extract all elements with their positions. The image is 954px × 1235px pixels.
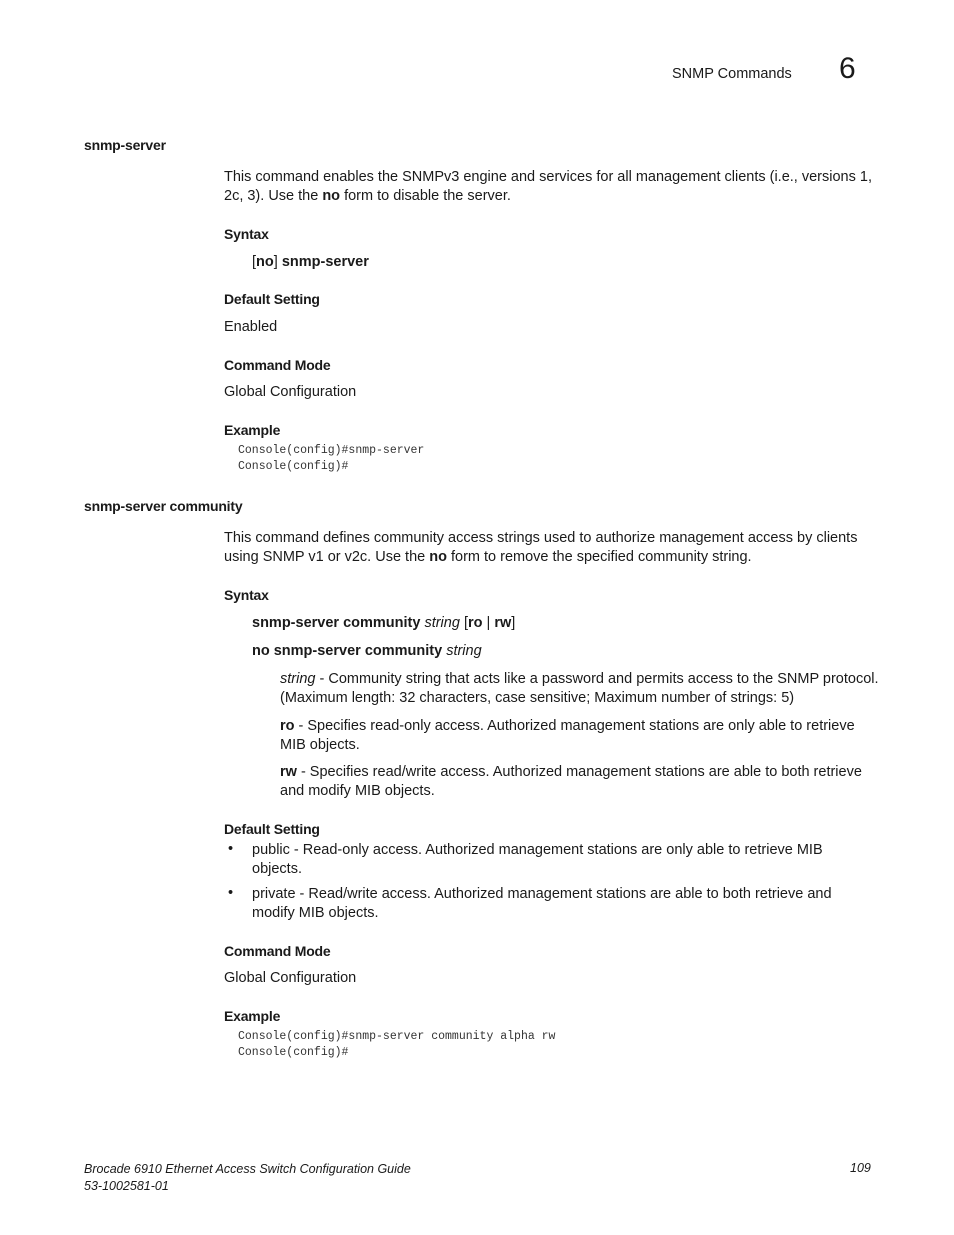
- command-mode-value: Global Configuration: [224, 970, 357, 986]
- default-setting-value: Enabled: [224, 319, 278, 335]
- command-mode-heading: Command Mode: [224, 357, 331, 373]
- example-heading: Example: [224, 1008, 281, 1024]
- footer-doc-number: 53-1002581-01: [84, 1179, 169, 1193]
- command-description: This command enables the SNMPv3 engine and services for all management clients (i.e., versions 1, 2c, 3). Use the no form to disable the server.: [224, 169, 872, 204]
- syntax-line: snmp-server community string [ro | rw]: [252, 615, 516, 631]
- example-code-line: Console(config)#: [238, 1046, 349, 1059]
- example-heading: Example: [224, 422, 281, 438]
- default-list-item: private - Read/write access. Authorized management stations are able to both retrieve and modify MIB objects.: [252, 886, 832, 921]
- syntax-heading: Syntax: [224, 587, 269, 603]
- page-number: 109: [850, 1161, 871, 1175]
- bullet-icon: •: [228, 841, 234, 857]
- example-code-line: Console(config)#: [238, 460, 349, 473]
- footer-doc-title: Brocade 6910 Ethernet Access Switch Configuration Guide: [84, 1162, 411, 1176]
- command-mode-value: Global Configuration: [224, 384, 357, 400]
- command-mode-heading: Command Mode: [224, 943, 331, 959]
- example-code-line: Console(config)#snmp-server community alpha rw: [238, 1030, 556, 1043]
- bullet-icon: •: [228, 885, 234, 901]
- running-header-title: SNMP Commands: [672, 66, 792, 82]
- command-heading-snmp-server: snmp-server: [84, 137, 166, 153]
- default-setting-heading: Default Setting: [224, 821, 320, 837]
- parameter-description: string - Community string that acts like a password and permits access to the SNMP protocol. (Maximum length: 32 characters, case sensitive; Maximum number of strings: 5): [280, 671, 879, 706]
- parameter-description: rw - Specifies read/write access. Authorized management stations are able to both retrieve and modify MIB objects.: [280, 764, 862, 799]
- parameter-description: ro - Specifies read-only access. Authorized management stations are only able to retrieve MIB objects.: [280, 718, 855, 753]
- default-list-item: public - Read-only access. Authorized management stations are only able to retrieve MIB objects.: [252, 842, 823, 877]
- command-description: This command defines community access strings used to authorize management access by clients using SNMP v1 or v2c. Use the no form to remove the specified community string.: [224, 530, 858, 565]
- chapter-number: 6: [839, 52, 856, 85]
- command-heading-snmp-server-community: snmp-server community: [84, 498, 243, 514]
- syntax-line: [no] snmp-server: [252, 254, 369, 270]
- example-code-line: Console(config)#snmp-server: [238, 444, 425, 457]
- syntax-heading: Syntax: [224, 226, 269, 242]
- syntax-line: no snmp-server community string: [252, 643, 482, 659]
- default-setting-heading: Default Setting: [224, 291, 320, 307]
